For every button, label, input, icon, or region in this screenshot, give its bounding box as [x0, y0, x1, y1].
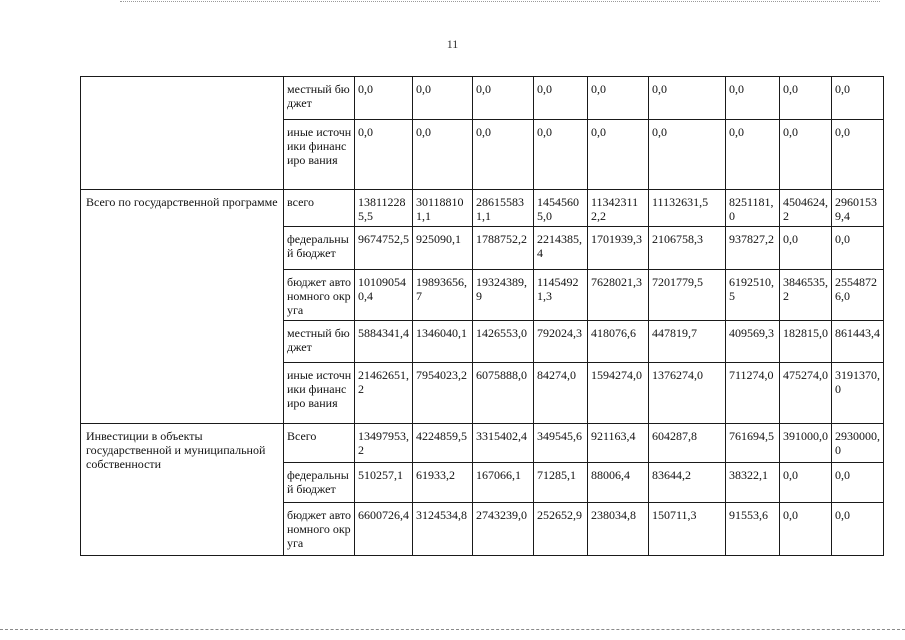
program-section-cell: Всего по государственной программе [81, 190, 284, 424]
amount-cell: 150711,3 [649, 503, 726, 556]
amount-cell: 84274,0 [534, 363, 588, 424]
amount-cell: 604287,8 [649, 424, 726, 463]
financing-table-body [81, 77, 884, 556]
amount-cell: 88006,4 [588, 463, 649, 503]
amount-cell: 0,0 [832, 503, 884, 556]
amount-cell: 38322,1 [726, 463, 780, 503]
amount-cell: 83644,2 [649, 463, 726, 503]
amount-cell: 391000,0 [780, 424, 832, 463]
amount-cell: 286155831,1 [473, 190, 534, 227]
amount-cell: 71285,1 [534, 463, 588, 503]
amount-cell: 0,0 [832, 120, 884, 190]
amount-cell: 9674752,5 [355, 227, 413, 270]
program-section-cell: Инвестиции в объекты государственной и муниципальной собственности [81, 424, 284, 556]
amount-cell: 921163,4 [588, 424, 649, 463]
amount-cell: 418076,6 [588, 321, 649, 363]
amount-cell: 19893656,7 [413, 270, 473, 321]
funding-source-cell: Всего [284, 424, 355, 463]
funding-source-cell: бюджет автономного округа [284, 270, 355, 321]
amount-cell: 0,0 [413, 120, 473, 190]
funding-source-cell: всего [284, 190, 355, 227]
amount-cell: 0,0 [355, 120, 413, 190]
amount-cell: 7628021,3 [588, 270, 649, 321]
amount-cell: 861443,4 [832, 321, 884, 363]
amount-cell: 1701939,3 [588, 227, 649, 270]
amount-cell: 167066,1 [473, 463, 534, 503]
amount-cell: 711274,0 [726, 363, 780, 424]
amount-cell: 3846535,2 [780, 270, 832, 321]
amount-cell: 19324389,9 [473, 270, 534, 321]
amount-cell: 0,0 [473, 120, 534, 190]
amount-cell: 182815,0 [780, 321, 832, 363]
amount-cell: 6075888,0 [473, 363, 534, 424]
table-row [81, 190, 884, 227]
amount-cell: 0,0 [780, 503, 832, 556]
amount-cell: 0,0 [780, 77, 832, 120]
funding-source-cell: местный бюджет [284, 77, 355, 120]
amount-cell: 113423112,2 [588, 190, 649, 227]
amount-cell: 510257,1 [355, 463, 413, 503]
amount-cell: 761694,5 [726, 424, 780, 463]
amount-cell: 0,0 [780, 120, 832, 190]
amount-cell: 6600726,4 [355, 503, 413, 556]
scan-edge-bottom [0, 629, 905, 630]
amount-cell: 238034,8 [588, 503, 649, 556]
amount-cell: 6192510,5 [726, 270, 780, 321]
amount-cell: 301188101,1 [413, 190, 473, 227]
financing-table [80, 76, 884, 556]
amount-cell: 0,0 [355, 77, 413, 120]
amount-cell: 1788752,2 [473, 227, 534, 270]
amount-cell: 0,0 [588, 77, 649, 120]
amount-cell: 925090,1 [413, 227, 473, 270]
amount-cell: 409569,3 [726, 321, 780, 363]
amount-cell: 0,0 [780, 227, 832, 270]
amount-cell: 0,0 [473, 77, 534, 120]
amount-cell: 14545605,0 [534, 190, 588, 227]
amount-cell: 61933,2 [413, 463, 473, 503]
amount-cell: 4224859,5 [413, 424, 473, 463]
amount-cell: 0,0 [649, 77, 726, 120]
amount-cell: 2930000,0 [832, 424, 884, 463]
amount-cell: 0,0 [780, 463, 832, 503]
amount-cell: 3124534,8 [413, 503, 473, 556]
amount-cell: 11132631,5 [649, 190, 726, 227]
amount-cell: 4504624,2 [780, 190, 832, 227]
amount-cell: 1346040,1 [413, 321, 473, 363]
amount-cell: 29601539,4 [832, 190, 884, 227]
table-row [81, 424, 884, 463]
amount-cell: 25548726,0 [832, 270, 884, 321]
amount-cell: 5884341,4 [355, 321, 413, 363]
table-row [81, 77, 884, 120]
amount-cell: 7954023,2 [413, 363, 473, 424]
amount-cell: 11454921,3 [534, 270, 588, 321]
amount-cell: 2214385,4 [534, 227, 588, 270]
amount-cell: 2743239,0 [473, 503, 534, 556]
amount-cell: 792024,3 [534, 321, 588, 363]
amount-cell: 0,0 [726, 120, 780, 190]
amount-cell: 3315402,4 [473, 424, 534, 463]
amount-cell: 13497953,2 [355, 424, 413, 463]
amount-cell: 447819,7 [649, 321, 726, 363]
amount-cell: 1376274,0 [649, 363, 726, 424]
amount-cell: 1594274,0 [588, 363, 649, 424]
amount-cell: 101090540,4 [355, 270, 413, 321]
amount-cell: 0,0 [832, 77, 884, 120]
amount-cell: 0,0 [534, 77, 588, 120]
amount-cell: 0,0 [413, 77, 473, 120]
amount-cell: 138112285,5 [355, 190, 413, 227]
amount-cell: 0,0 [726, 77, 780, 120]
funding-source-cell: федеральный бюджет [284, 463, 355, 503]
funding-source-cell: местный бюджет [284, 321, 355, 363]
amount-cell: 0,0 [534, 120, 588, 190]
funding-source-cell: иные источники финансиро вания [284, 363, 355, 424]
amount-cell: 937827,2 [726, 227, 780, 270]
amount-cell: 2106758,3 [649, 227, 726, 270]
page-number: 11 [446, 37, 459, 51]
amount-cell: 0,0 [588, 120, 649, 190]
amount-cell: 1426553,0 [473, 321, 534, 363]
amount-cell: 7201779,5 [649, 270, 726, 321]
amount-cell: 349545,6 [534, 424, 588, 463]
funding-source-cell: федеральный бюджет [284, 227, 355, 270]
program-section-cell [81, 77, 284, 190]
amount-cell: 8251181,0 [726, 190, 780, 227]
funding-source-cell: иные источники финансиро вания [284, 120, 355, 190]
amount-cell: 0,0 [649, 120, 726, 190]
funding-source-cell: бюджет автономного округа [284, 503, 355, 556]
amount-cell: 252652,9 [534, 503, 588, 556]
amount-cell: 0,0 [832, 227, 884, 270]
amount-cell: 91553,6 [726, 503, 780, 556]
amount-cell: 3191370,0 [832, 363, 884, 424]
amount-cell: 475274,0 [780, 363, 832, 424]
scan-edge-top [120, 1, 880, 2]
amount-cell: 0,0 [832, 463, 884, 503]
amount-cell: 21462651,2 [355, 363, 413, 424]
